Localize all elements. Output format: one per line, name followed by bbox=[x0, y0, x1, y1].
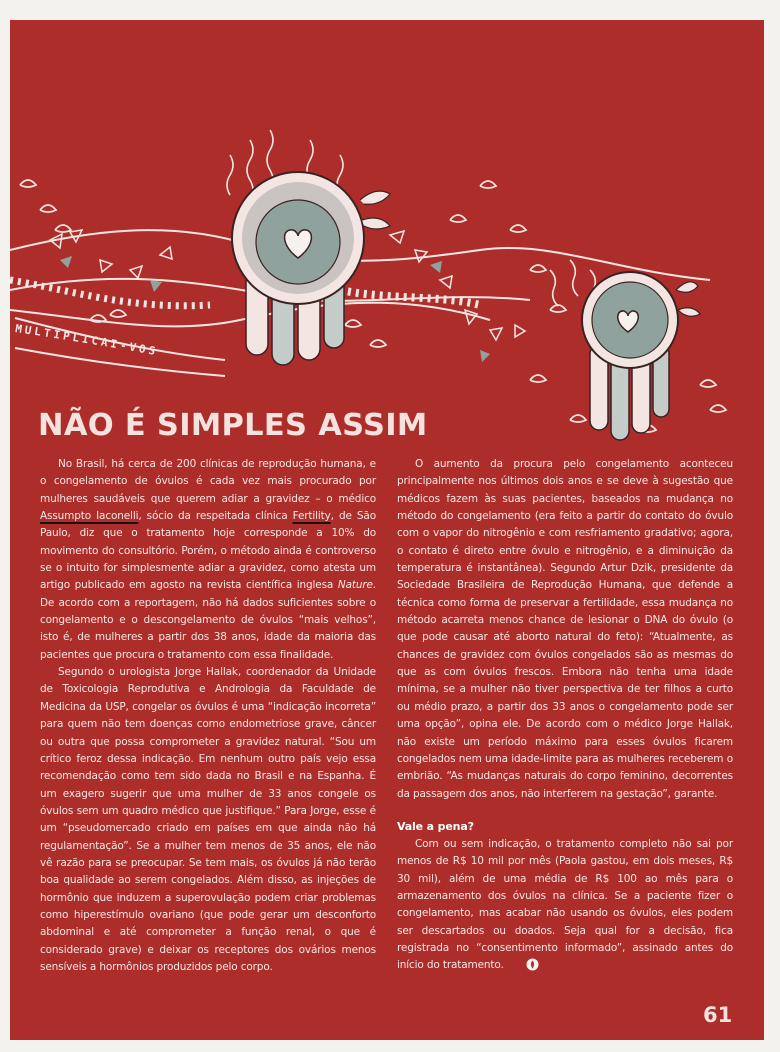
paragraph: O aumento da procura pelo congelamento aconteceu principalmente nos últimos dois anos e se deve à sugestão que médicos fazem às suas pacientes, baseados na mudança no método do congelamento (era feito a partir do contato do óvulo com o vapor do nitrogênio e com resfriamento gradativo; agora, o contato é direto entre óvulo e nitrogênio, e a diminuição da temperatura é instantânea). Segundo Artur Dzik, presidente da Sociedade Brasileira de Reprodução Humana, que defende a técnica como forma de preservar a fertilidade, essa mudança no método acarreta menos chance de lesionar o DNA do óvulo (o que pode causar até aborto natural do feto): “Atualmente, as chances de gravidez com óvulos congelados são as mesmas do que as com óvulos frescos. Embora não tenha uma idade mínima, se a mulher não tiver perspectiva de ter filhos a curto ou médio prazo, a partir dos 33 anos o congelamento pode ser uma opção”, opina ele. De acordo com o médico Jorge Hallak, não existe um período máximo para esses óvulos ficarem congelados nem uma idade-limite para as mulheres receberem o embrião. “As mudanças naturais do corpo feminino, decorrentes da passagem dos anos, não interferem na gestação”, garante. bbox=[397, 458, 733, 800]
text-run: , de São Paulo, diz que o tratamento hoje corresponde a 10% do movimento do consultório. Porém, o método ainda é controverso se o intuito for simplesmente adiar a gravidez, como atesta um artigo publicado em agosto na revista científica inglesa bbox=[40, 510, 376, 592]
article-title: NÃO É SIMPLES ASSIM bbox=[38, 408, 428, 443]
doctor-name-link: Assumpto Iaconelli bbox=[40, 510, 139, 523]
text-run: , sócio da respeitada clínica bbox=[138, 510, 293, 523]
paragraph bbox=[40, 456, 376, 664]
left-egg-figure bbox=[232, 172, 390, 365]
paragraph bbox=[397, 836, 733, 978]
clinic-name-link: Fertility bbox=[292, 510, 331, 523]
left-column bbox=[40, 456, 376, 976]
text-run: Com ou sem indicação, o tratamento completo não sai por menos de R$ 10 mil por mês (Paola gastou, em dois meses, R$ 30 mil), além de uma média de R$ 100 ao mês para o armazenamento dos óvulos na clínica. Se a paciente fizer o congelamento, mas acabar não usando os óvulos, eles podem ser descartados ou doados. Seja qual for a decisão, fica registrada no “consentimento informado”, assinado antes do início do tratamento. bbox=[397, 837, 733, 972]
multiplicai-text: MULTIPLICAI-VOS bbox=[14, 322, 160, 359]
journal-name: Nature bbox=[337, 579, 373, 592]
end-of-article-icon bbox=[508, 958, 539, 977]
section-subhead: Vale a pena? bbox=[397, 819, 474, 833]
text-run: . De acordo com a reportagem, não há dados suficientes sobre o congelamento e o descongelamento de óvulos “mais velhos”, isto é, de mulheres a partir dos 38 anos, idade da maioria das pacientes que procura o tratamento com essa finalidade. bbox=[40, 579, 376, 661]
text-run: No Brasil, há cerca de 200 clínicas de reprodução humana, e o congelamento de óvulos é cada vez mais procurado por mulheres saudáveis que querem adiar a gravidez – o médico bbox=[40, 458, 376, 505]
page-number: 61 bbox=[703, 1003, 733, 1027]
right-egg-figure bbox=[582, 272, 700, 440]
article-panel bbox=[10, 20, 764, 1040]
right-column bbox=[397, 456, 733, 978]
paragraph: Segundo o urologista Jorge Hallak, coordenador da Unidade de Toxicologia Reprodutiva e Andrologia da Faculdade de Medicina da USP, congelar os óvulos é uma “indicação incorreta” para quem não tem doenças como endometriose grave, câncer ou outra que possa comprometer a gravidez natural. “Sou um crítico feroz dessa indicação. Em nenhum outro país vejo essa recomendação como tem sido dada no Brasil e na Espanha. É um exagero sugerir que uma mulher de 33 anos congele os óvulos sem um quadro médico que justifique.” Para Jorge, esse é um “pseudomercado criado em países em que ainda não há regulamentação”. Se a mulher tem menos de 35 anos, ele não vê razão para se preocupar. Se tem mais, os óvulos já não terão boa qualidade ao serem congelados. Além disso, as injeções de hormônio que induzem a superovulação podem criar problemas como hiperestímulo ovariano (que pode gerar um desconforto abdominal e até comprometer a função renal, o que é considerado grave) e deixar os receptores dos ovários menos sensíveis a hormônios produzidos pelo corpo. bbox=[40, 666, 376, 973]
